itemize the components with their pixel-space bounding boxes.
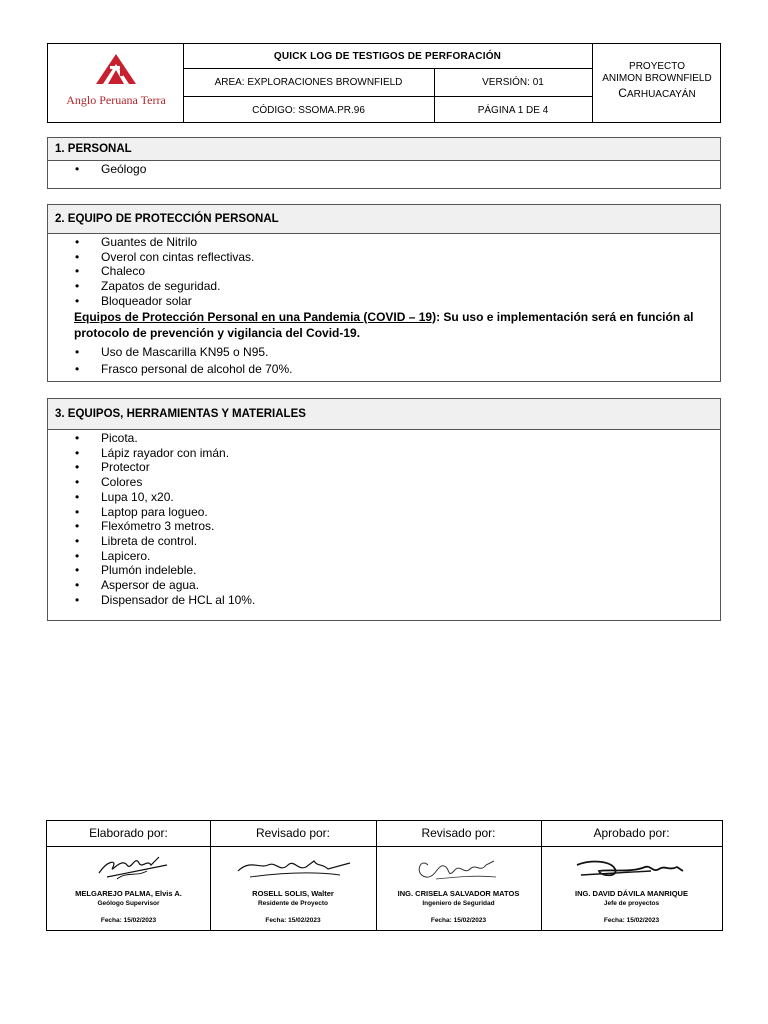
section-epp-title: 2. EQUIPO DE PROTECCIÓN PERSONAL <box>48 205 720 234</box>
list-item: • Lápiz rayador con imán. <box>48 446 720 461</box>
project-line3 <box>592 87 722 101</box>
project-line3-initial: C <box>618 86 627 100</box>
signature-date: Fecha: 15/02/2023 <box>100 917 157 924</box>
list-item: • Flexómetro 3 metros. <box>48 519 720 534</box>
version-field: VERSIÓN: 01 <box>482 76 544 88</box>
code-field: CÓDIGO: SSOMA.PR.96 <box>252 104 365 116</box>
list-item: • Plumón indeleble. <box>48 563 720 578</box>
signer-role: Ingeniero de Seguridad <box>422 900 495 907</box>
signature-label: Aprobado por: <box>593 826 670 840</box>
list-item: • Lupa 10, x20. <box>48 490 720 505</box>
list-item: • Chaleco <box>48 264 720 279</box>
signature-cell-aprobado <box>541 821 722 930</box>
area-field: AREA: EXPLORACIONES BROWNFIELD <box>214 76 403 88</box>
signature-image-icon <box>541 851 722 887</box>
list-item: • Picota. <box>48 431 720 446</box>
epp-list <box>48 235 720 309</box>
personal-list <box>48 162 720 177</box>
covid-note-heading: Equipos de Protección Personal en una Pandemia (COVID – 19) <box>74 309 437 324</box>
signer-name: ING. DAVID DÁVILA MANRIQUE <box>575 889 688 898</box>
signer-role: Residente de Proyecto <box>257 900 329 907</box>
section-personal <box>47 137 721 189</box>
company-logo-icon <box>94 52 138 90</box>
list-item: • Bloqueador solar <box>48 294 720 309</box>
list-item: • Uso de Mascarilla KN95 o N95. <box>48 344 720 361</box>
signature-cell-elaborado <box>47 821 210 930</box>
signature-cell-revisado-1 <box>210 821 376 930</box>
signature-image-icon <box>376 851 541 887</box>
signature-label: Revisado por: <box>255 826 331 840</box>
list-item: • Libreta de control. <box>48 534 720 549</box>
list-item: • Aspersor de agua. <box>48 578 720 593</box>
list-item: • Geólogo <box>48 162 720 177</box>
signer-name: ING. CRISELA SALVADOR MATOS <box>397 889 520 898</box>
section-personal-title: 1. PERSONAL <box>48 138 720 161</box>
signatures-table <box>46 820 723 931</box>
tools-list <box>48 431 720 607</box>
company-name: Anglo Peruana Terra <box>66 93 166 107</box>
project-line3-rest: ARHUACAYÁN <box>626 89 696 100</box>
document-title: QUICK LOG DE TESTIGOS DE PERFORACIÓN <box>273 50 502 62</box>
signature-cell-revisado-2 <box>376 821 541 930</box>
list-item: • Dispensador de HCL al 10%. <box>48 593 720 608</box>
signature-date: Fecha: 15/02/2023 <box>265 917 321 924</box>
signature-image-icon <box>210 851 376 887</box>
project-block <box>592 61 722 101</box>
signature-label: Elaborado por: <box>89 826 168 840</box>
list-item: • Colores <box>48 475 720 490</box>
list-item: • Protector <box>48 460 720 475</box>
list-item: • Laptop para logueo. <box>48 505 720 520</box>
covid-note-text: : Su uso e implementación será en función al protocolo de prevención y vigilancia del Covid-19. <box>74 309 694 340</box>
list-item: • Frasco personal de alcohol de 70%. <box>48 361 720 378</box>
list-item: • Zapatos de seguridad. <box>48 279 720 294</box>
signature-date: Fecha: 15/02/2023 <box>603 917 660 924</box>
list-item: • Guantes de Nitrilo <box>48 235 720 250</box>
signer-name: ROSELL SOLIS, Walter <box>252 889 334 898</box>
section-epp <box>47 204 721 382</box>
project-line1: PROYECTO <box>629 61 685 72</box>
project-line2: ANIMON BROWNFIELD <box>602 73 712 84</box>
page-number: PÁGINA 1 DE 4 <box>477 104 549 116</box>
signature-label: Revisado por: <box>421 826 496 840</box>
section-tools-title: 3. EQUIPOS, HERRAMIENTAS Y MATERIALES <box>48 399 720 430</box>
signature-image-icon <box>47 851 210 887</box>
list-item: • Overol con cintas reflectivas. <box>48 250 720 265</box>
signer-name: MELGAREJO PALMA, Elvis A. <box>75 889 182 898</box>
signer-role: Jefe de proyectos <box>603 900 660 907</box>
list-item: • Lapicero. <box>48 549 720 564</box>
signer-role: Geólogo Supervisor <box>97 900 160 907</box>
signature-date: Fecha: 15/02/2023 <box>430 917 487 924</box>
covid-note <box>48 309 720 341</box>
section-tools <box>47 398 721 621</box>
document-header <box>47 43 721 123</box>
covid-list <box>48 344 720 378</box>
